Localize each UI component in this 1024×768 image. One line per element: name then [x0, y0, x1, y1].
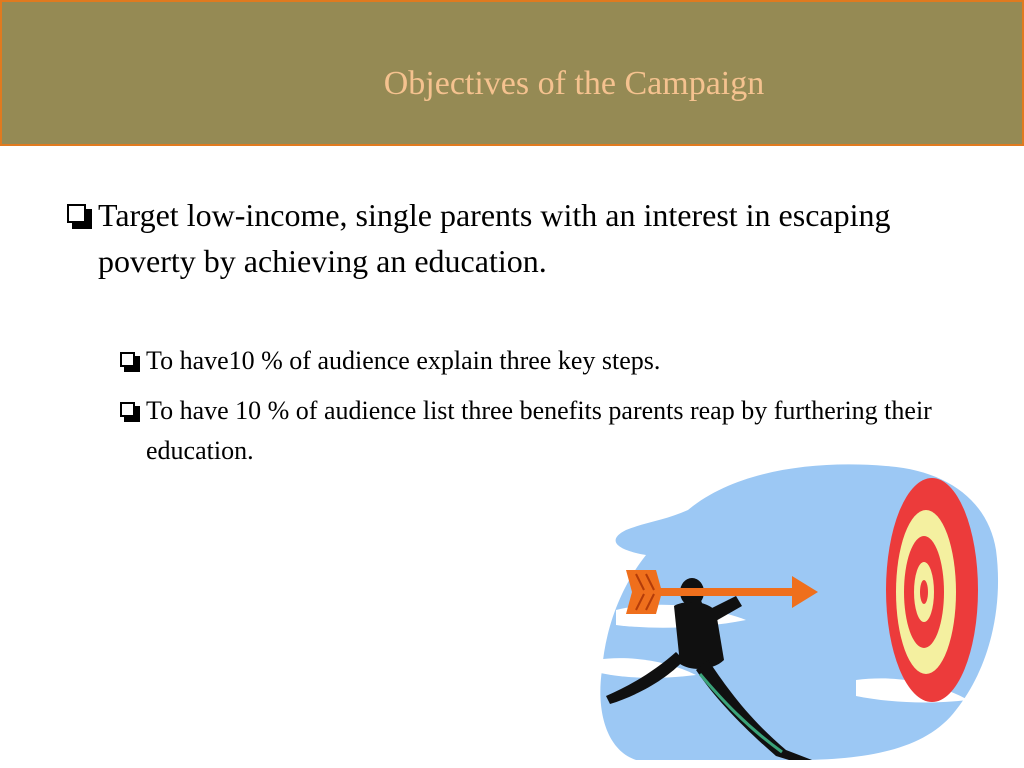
target-icon [886, 478, 978, 702]
checkbox-bullet-icon [64, 192, 98, 238]
sub-bullet-2 [118, 391, 978, 471]
sub-bullet-1 [118, 341, 978, 381]
archer-target-clipart [596, 460, 1004, 760]
checkbox-bullet-icon [118, 391, 146, 431]
sub-bullet-text: To have10 % of audience explain three key steps. [146, 346, 661, 375]
sub-bullet-text: To have 10 % of audience list three benefits parents reap by furthering their education. [146, 396, 932, 465]
checkbox-bullet-icon [118, 341, 146, 381]
main-bullet [64, 192, 964, 284]
slide-title: Objectives of the Campaign [383, 65, 765, 102]
main-bullet-text: Target low-income, single parents with an interest in escaping poverty by achieving an education. [98, 197, 891, 279]
title-bar [0, 0, 1024, 146]
